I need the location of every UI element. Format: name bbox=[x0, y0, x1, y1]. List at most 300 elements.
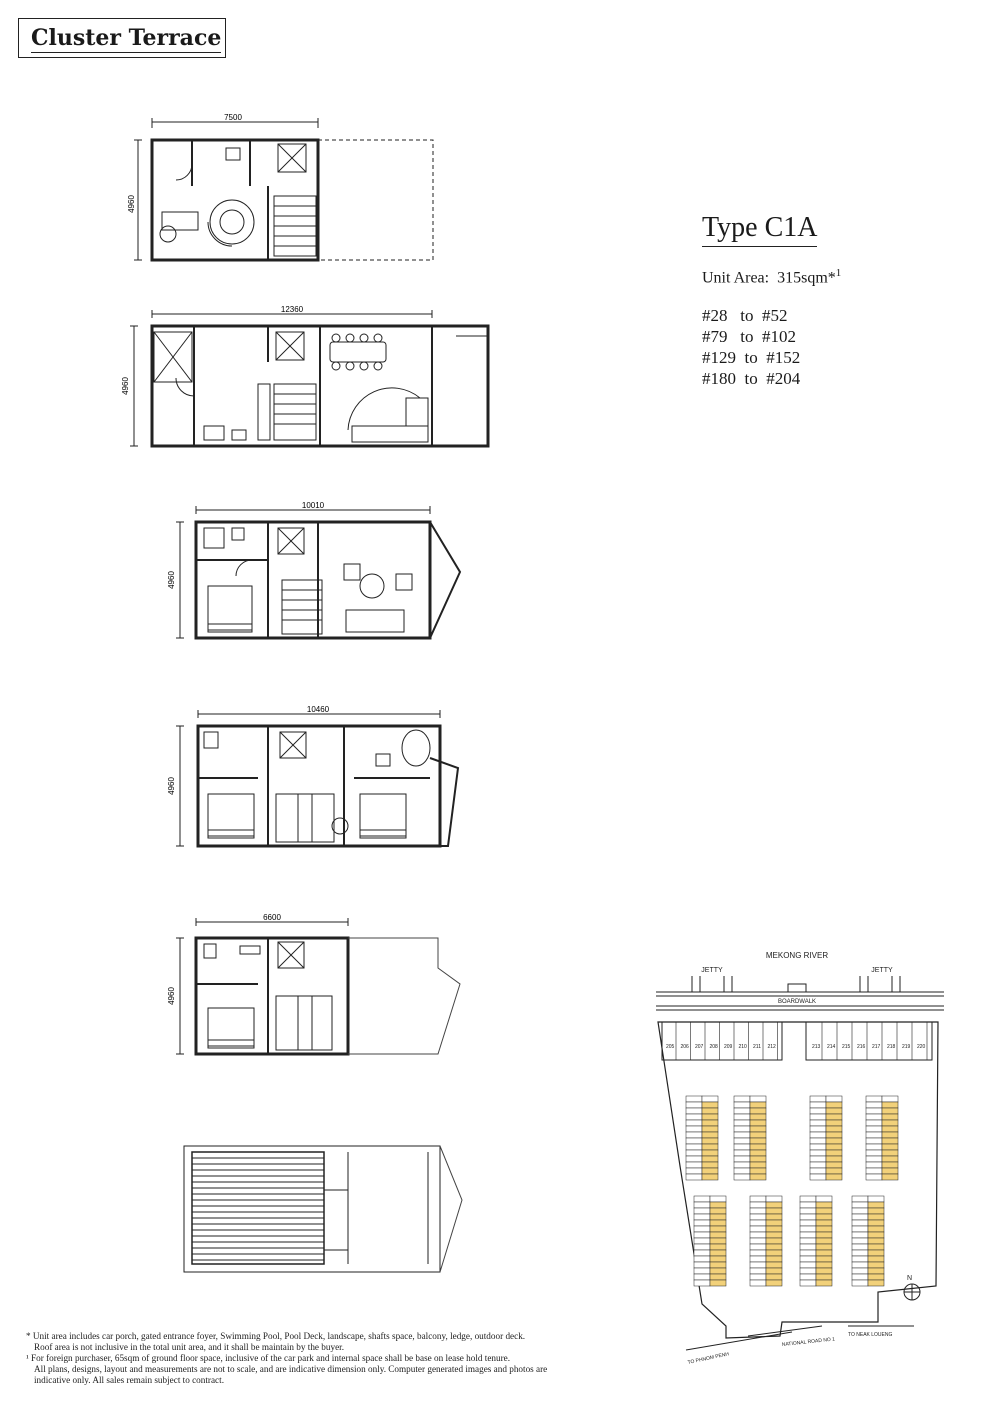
site-lot-cell-highlight bbox=[826, 1168, 842, 1174]
unit-range-row bbox=[702, 326, 962, 347]
site-lot-cell bbox=[810, 1168, 826, 1174]
site-lot-cell-highlight bbox=[816, 1196, 832, 1202]
unit-range-row bbox=[702, 368, 962, 389]
unit-range-to: #102 bbox=[761, 327, 796, 347]
site-lot-cell-highlight bbox=[816, 1238, 832, 1244]
site-lot-cell-highlight bbox=[882, 1174, 898, 1180]
site-lot-cell bbox=[852, 1262, 868, 1268]
site-lot-cell-highlight bbox=[816, 1232, 832, 1238]
site-lot-cell-highlight bbox=[710, 1232, 726, 1238]
site-lot-cell bbox=[866, 1102, 882, 1108]
site-lot-cell bbox=[750, 1280, 766, 1286]
site-lot-cell-highlight bbox=[702, 1144, 718, 1150]
site-lot-cell bbox=[750, 1238, 766, 1244]
site-lot-cell-highlight bbox=[826, 1150, 842, 1156]
unit-area-value: 315sqm* bbox=[777, 269, 836, 287]
site-lot-cell-highlight bbox=[750, 1156, 766, 1162]
site-lot-cell-highlight bbox=[710, 1274, 726, 1280]
unit-range-sep: to bbox=[740, 327, 754, 347]
site-lot-cell bbox=[734, 1138, 750, 1144]
site-lot-cell-highlight bbox=[766, 1280, 782, 1286]
plan1-width-dim: 7500 bbox=[224, 113, 242, 122]
site-lot-cell bbox=[866, 1150, 882, 1156]
site-lot-cell bbox=[750, 1262, 766, 1268]
site-lot-cell-highlight bbox=[750, 1168, 766, 1174]
site-lot-cell bbox=[800, 1244, 816, 1250]
site-lot-cell bbox=[810, 1120, 826, 1126]
site-lot-cell bbox=[694, 1226, 710, 1232]
site-lot-cell bbox=[694, 1262, 710, 1268]
site-lot-cell bbox=[750, 1220, 766, 1226]
site-lot-cell-highlight bbox=[816, 1220, 832, 1226]
site-lot-cell bbox=[734, 1174, 750, 1180]
site-lot-cell-highlight bbox=[882, 1126, 898, 1132]
site-lot-cell bbox=[852, 1280, 868, 1286]
site-lot-cell-highlight bbox=[702, 1108, 718, 1114]
site-unit-blocks bbox=[686, 1096, 898, 1286]
site-lot-cell-highlight bbox=[816, 1226, 832, 1232]
site-lot-cell-highlight bbox=[882, 1096, 898, 1102]
site-lot-label: 205 bbox=[666, 1044, 675, 1050]
site-lot-cell-highlight bbox=[868, 1262, 884, 1268]
site-lot-cell bbox=[800, 1274, 816, 1280]
site-lot-cell-highlight bbox=[826, 1096, 842, 1102]
site-lot-cell-highlight bbox=[750, 1102, 766, 1108]
plan3-width-dim: 10010 bbox=[301, 501, 325, 510]
site-lot-cell-highlight bbox=[766, 1214, 782, 1220]
plan5-width-dim: 6600 bbox=[263, 913, 281, 922]
site-lot-cell-highlight bbox=[710, 1238, 726, 1244]
site-lot-cell-highlight bbox=[868, 1268, 884, 1274]
site-lot-cell-highlight bbox=[710, 1208, 726, 1214]
site-north-label: N bbox=[907, 1275, 913, 1282]
site-lot-cell bbox=[694, 1232, 710, 1238]
unit-type-panel bbox=[702, 212, 962, 389]
site-lot-cell bbox=[810, 1132, 826, 1138]
site-lot-cell-highlight bbox=[816, 1208, 832, 1214]
site-lot-cell bbox=[734, 1102, 750, 1108]
site-lot-cell bbox=[686, 1150, 702, 1156]
site-lot-cell bbox=[852, 1274, 868, 1280]
site-lot-cell bbox=[810, 1114, 826, 1120]
site-lot-cell-highlight bbox=[750, 1144, 766, 1150]
site-lot-cell-highlight bbox=[868, 1256, 884, 1262]
site-lot-cell-highlight bbox=[710, 1196, 726, 1202]
site-lot-cell bbox=[866, 1126, 882, 1132]
site-lot-cell bbox=[694, 1238, 710, 1244]
site-lot-cell-highlight bbox=[816, 1250, 832, 1256]
site-lot-cell-highlight bbox=[702, 1174, 718, 1180]
floor-plan-1 bbox=[128, 112, 448, 272]
site-lot-cell-highlight bbox=[702, 1120, 718, 1126]
site-lot-cell bbox=[686, 1102, 702, 1108]
site-lot-cell bbox=[694, 1274, 710, 1280]
unit-range-to: #152 bbox=[766, 348, 801, 368]
site-lot-cell-highlight bbox=[702, 1096, 718, 1102]
site-lot-cell-highlight bbox=[868, 1214, 884, 1220]
site-lot-label: 215 bbox=[842, 1044, 851, 1050]
site-lot-cell-highlight bbox=[750, 1108, 766, 1114]
site-lot-cell bbox=[800, 1250, 816, 1256]
site-lot-cell bbox=[810, 1150, 826, 1156]
unit-range-to: #52 bbox=[761, 306, 788, 326]
site-lot-cell-highlight bbox=[826, 1156, 842, 1162]
unit-range-to: #204 bbox=[766, 369, 801, 389]
site-lot-cell-highlight bbox=[750, 1162, 766, 1168]
site-lot-cell-highlight bbox=[826, 1174, 842, 1180]
site-lot-label: 210 bbox=[738, 1044, 747, 1050]
site-lot-cell bbox=[852, 1238, 868, 1244]
site-lot-cell-highlight bbox=[882, 1150, 898, 1156]
site-lot-cell-highlight bbox=[710, 1256, 726, 1262]
site-lot-cell bbox=[866, 1132, 882, 1138]
unit-range-sep: to bbox=[744, 369, 758, 389]
site-lot-cell-highlight bbox=[766, 1232, 782, 1238]
site-lot-cell bbox=[750, 1250, 766, 1256]
site-lot-cell-highlight bbox=[750, 1126, 766, 1132]
site-lot-cell-highlight bbox=[750, 1132, 766, 1138]
site-lot-label: 218 bbox=[887, 1044, 896, 1050]
site-lot-cell bbox=[750, 1208, 766, 1214]
site-lot-cell bbox=[734, 1168, 750, 1174]
site-lot-cell-highlight bbox=[826, 1138, 842, 1144]
site-lot-cell bbox=[810, 1138, 826, 1144]
site-lot-cell-highlight bbox=[766, 1208, 782, 1214]
site-lot-cell bbox=[750, 1256, 766, 1262]
plan4-width-dim: 10460 bbox=[306, 705, 330, 714]
site-lot-cell-highlight bbox=[882, 1120, 898, 1126]
site-lot-cell-highlight bbox=[868, 1196, 884, 1202]
site-jetty-left: JETTY bbox=[701, 967, 723, 974]
site-lot-cell bbox=[686, 1144, 702, 1150]
site-lot-cell-highlight bbox=[826, 1102, 842, 1108]
unit-range-from: #180 bbox=[702, 369, 736, 389]
site-road-left: TO PHNOM PENH bbox=[687, 1351, 730, 1366]
site-lot-cell bbox=[750, 1202, 766, 1208]
site-lot-cell bbox=[734, 1132, 750, 1138]
site-lot-cell bbox=[750, 1196, 766, 1202]
site-lot-cell-highlight bbox=[710, 1220, 726, 1226]
site-lot-cell bbox=[694, 1220, 710, 1226]
site-lot-cell bbox=[810, 1174, 826, 1180]
site-lot-cell-highlight bbox=[766, 1262, 782, 1268]
site-lot-cell bbox=[734, 1120, 750, 1126]
site-lot-cell bbox=[750, 1268, 766, 1274]
site-lot-cell-highlight bbox=[766, 1202, 782, 1208]
site-lot-cell bbox=[800, 1256, 816, 1262]
site-lot-cell bbox=[852, 1220, 868, 1226]
site-lot-cell-highlight bbox=[882, 1132, 898, 1138]
site-lot-cell-highlight bbox=[882, 1144, 898, 1150]
site-lot-cell-highlight bbox=[816, 1280, 832, 1286]
site-lot-cell-highlight bbox=[750, 1114, 766, 1120]
site-lot-cell-highlight bbox=[766, 1250, 782, 1256]
site-lot-cell-highlight bbox=[868, 1280, 884, 1286]
site-lot-cell bbox=[852, 1226, 868, 1232]
site-lot-cell bbox=[810, 1144, 826, 1150]
site-lot-cell bbox=[734, 1156, 750, 1162]
site-lot-cell bbox=[866, 1108, 882, 1114]
plan5-depth-dim: 4960 bbox=[167, 987, 176, 1005]
site-lot-cell-highlight bbox=[710, 1226, 726, 1232]
site-lot-cell bbox=[750, 1244, 766, 1250]
site-lot-cell-highlight bbox=[826, 1144, 842, 1150]
floor-plan-4 bbox=[168, 702, 478, 852]
site-lot-label: 219 bbox=[902, 1044, 911, 1050]
floor-plan-3 bbox=[168, 498, 478, 648]
site-lot-cell-highlight bbox=[750, 1120, 766, 1126]
plan4-depth-dim: 4960 bbox=[167, 777, 176, 795]
site-lot-cell bbox=[686, 1108, 702, 1114]
site-lot-cell bbox=[686, 1156, 702, 1162]
site-lot-cell bbox=[694, 1214, 710, 1220]
site-lot-cell bbox=[694, 1244, 710, 1250]
site-lot-cell-highlight bbox=[826, 1120, 842, 1126]
site-lot-cell bbox=[852, 1202, 868, 1208]
site-lot-cell bbox=[800, 1280, 816, 1286]
site-lot-cell-highlight bbox=[868, 1274, 884, 1280]
site-lot-cell bbox=[686, 1096, 702, 1102]
site-lot-cell bbox=[750, 1274, 766, 1280]
site-lot-cell-highlight bbox=[710, 1262, 726, 1268]
site-lot-cell-highlight bbox=[868, 1220, 884, 1226]
site-lot-cell-highlight bbox=[882, 1168, 898, 1174]
site-boardwalk-label: BOARDWALK bbox=[777, 999, 817, 1005]
site-lot-cell-highlight bbox=[816, 1262, 832, 1268]
unit-range-list bbox=[702, 305, 962, 389]
site-lot-cell-highlight bbox=[826, 1162, 842, 1168]
site-lot-cell-highlight bbox=[710, 1280, 726, 1286]
site-lot-cell bbox=[750, 1214, 766, 1220]
site-lot-cell-highlight bbox=[882, 1114, 898, 1120]
site-lot-cell bbox=[694, 1268, 710, 1274]
site-lot-cell bbox=[866, 1162, 882, 1168]
site-lot-cell-highlight bbox=[702, 1102, 718, 1108]
site-lot-cell bbox=[694, 1208, 710, 1214]
site-lot-label: 209 bbox=[724, 1044, 733, 1050]
site-lot-cell-highlight bbox=[750, 1150, 766, 1156]
footnote-1: * Unit area includes car porch, gated entrance foyer, Swimming Pool, Pool Deck, landscape, shafts space, balcony, ledge, outdoor deck. bbox=[26, 1331, 526, 1341]
site-lot-cell bbox=[686, 1138, 702, 1144]
footnote-2: Roof area is not inclusive in the total unit area, and it shall be maintain by the buyer. bbox=[34, 1342, 344, 1352]
site-lot-cell bbox=[734, 1144, 750, 1150]
unit-range-from: #129 bbox=[702, 348, 736, 368]
site-lot-cell bbox=[866, 1168, 882, 1174]
unit-range-sep: to bbox=[740, 306, 754, 326]
site-lot-cell-highlight bbox=[766, 1196, 782, 1202]
site-lot-cell-highlight bbox=[766, 1268, 782, 1274]
site-lot-label: 208 bbox=[709, 1044, 718, 1050]
site-lot-label: 220 bbox=[917, 1044, 926, 1050]
plan2-depth-dim: 4960 bbox=[121, 377, 130, 395]
footnote-4: All plans, designs, layout and measurements are not to scale, and are indicative dimension only. Computer generated images and photos are bbox=[34, 1364, 548, 1374]
site-river-label: MEKONG RIVER bbox=[765, 951, 829, 960]
site-top-row-left bbox=[666, 1022, 778, 1060]
site-lot-cell bbox=[866, 1156, 882, 1162]
site-lot-cell bbox=[734, 1096, 750, 1102]
site-lot-cell bbox=[852, 1244, 868, 1250]
site-lot-cell bbox=[810, 1156, 826, 1162]
site-lot-cell bbox=[734, 1150, 750, 1156]
site-lot-cell bbox=[866, 1144, 882, 1150]
site-lot-label: 211 bbox=[753, 1044, 761, 1050]
site-lot-cell bbox=[866, 1120, 882, 1126]
site-lot-cell bbox=[810, 1096, 826, 1102]
site-lot-cell-highlight bbox=[826, 1114, 842, 1120]
site-lot-cell bbox=[852, 1232, 868, 1238]
site-lot-cell bbox=[694, 1280, 710, 1286]
unit-area bbox=[702, 267, 962, 287]
site-lot-cell bbox=[750, 1232, 766, 1238]
site-lot-cell-highlight bbox=[710, 1250, 726, 1256]
site-lot-cell-highlight bbox=[868, 1250, 884, 1256]
site-lot-cell bbox=[734, 1126, 750, 1132]
site-lot-cell-highlight bbox=[882, 1108, 898, 1114]
unit-range-row bbox=[702, 347, 962, 368]
site-lot-cell bbox=[734, 1162, 750, 1168]
site-lot-cell-highlight bbox=[816, 1274, 832, 1280]
site-lot-cell-highlight bbox=[766, 1256, 782, 1262]
site-lot-cell-highlight bbox=[816, 1202, 832, 1208]
site-lot-cell-highlight bbox=[710, 1214, 726, 1220]
site-lot-cell bbox=[694, 1202, 710, 1208]
site-lot-cell-highlight bbox=[702, 1126, 718, 1132]
site-lot-cell bbox=[686, 1168, 702, 1174]
site-lot-cell-highlight bbox=[826, 1108, 842, 1114]
site-lot-cell bbox=[810, 1126, 826, 1132]
site-lot-cell-highlight bbox=[868, 1226, 884, 1232]
page-title-box bbox=[18, 18, 226, 58]
site-lot-cell bbox=[800, 1262, 816, 1268]
site-lot-cell-highlight bbox=[750, 1174, 766, 1180]
site-lot-cell-highlight bbox=[868, 1202, 884, 1208]
site-lot-cell-highlight bbox=[766, 1244, 782, 1250]
site-lot-label: 206 bbox=[680, 1044, 689, 1050]
site-lot-cell bbox=[866, 1096, 882, 1102]
site-road-main: NATIONAL ROAD NO 1 bbox=[781, 1336, 836, 1348]
site-lot-cell bbox=[852, 1208, 868, 1214]
site-lot-cell-highlight bbox=[868, 1208, 884, 1214]
site-lot-cell bbox=[800, 1196, 816, 1202]
site-lot-cell bbox=[694, 1256, 710, 1262]
site-lot-cell bbox=[866, 1174, 882, 1180]
site-lot-cell bbox=[810, 1102, 826, 1108]
site-lot-cell-highlight bbox=[702, 1150, 718, 1156]
site-lot-cell-highlight bbox=[766, 1274, 782, 1280]
site-lot-cell-highlight bbox=[702, 1156, 718, 1162]
floor-plan-2 bbox=[120, 302, 500, 462]
site-lot-label: 216 bbox=[857, 1044, 866, 1050]
site-lot-cell-highlight bbox=[816, 1244, 832, 1250]
site-lot-cell-highlight bbox=[868, 1232, 884, 1238]
site-lot-cell bbox=[800, 1232, 816, 1238]
site-lot-cell bbox=[800, 1202, 816, 1208]
site-lot-label: 217 bbox=[872, 1044, 881, 1050]
site-lot-cell-highlight bbox=[826, 1126, 842, 1132]
site-lot-cell-highlight bbox=[816, 1214, 832, 1220]
site-lot-cell bbox=[852, 1250, 868, 1256]
site-lot-cell bbox=[866, 1114, 882, 1120]
floor-plan-5 bbox=[168, 904, 478, 1064]
site-lot-cell-highlight bbox=[710, 1244, 726, 1250]
site-lot-cell bbox=[800, 1220, 816, 1226]
site-lot-cell bbox=[800, 1268, 816, 1274]
site-lot-cell-highlight bbox=[766, 1238, 782, 1244]
site-lot-cell-highlight bbox=[766, 1226, 782, 1232]
site-lot-cell-highlight bbox=[882, 1156, 898, 1162]
plan3-depth-dim: 4960 bbox=[167, 571, 176, 589]
plan1-depth-dim: 4960 bbox=[127, 195, 136, 213]
footnotes bbox=[26, 1331, 636, 1386]
unit-range-sep: to bbox=[744, 348, 758, 368]
unit-range-row bbox=[702, 305, 962, 326]
site-lot-cell-highlight bbox=[826, 1132, 842, 1138]
unit-area-note-marker: 1 bbox=[835, 267, 842, 279]
site-lot-cell-highlight bbox=[702, 1132, 718, 1138]
plan2-width-dim: 12360 bbox=[280, 305, 304, 314]
site-lot-cell bbox=[686, 1132, 702, 1138]
site-lot-cell-highlight bbox=[766, 1220, 782, 1226]
floor-plan-roof bbox=[178, 1140, 478, 1280]
site-lot-cell bbox=[852, 1214, 868, 1220]
site-plan bbox=[652, 946, 952, 1386]
site-road-right: TO NEAK LOUENG bbox=[848, 1332, 893, 1338]
unit-range-from: #28 bbox=[702, 306, 728, 326]
site-lot-cell-highlight bbox=[710, 1268, 726, 1274]
site-lot-cell bbox=[800, 1208, 816, 1214]
site-lot-cell-highlight bbox=[816, 1256, 832, 1262]
site-lot-cell-highlight bbox=[750, 1096, 766, 1102]
site-lot-cell-highlight bbox=[710, 1202, 726, 1208]
site-lot-cell bbox=[686, 1162, 702, 1168]
site-lot-cell-highlight bbox=[882, 1162, 898, 1168]
page-title: Cluster Terrace bbox=[31, 25, 222, 51]
site-lot-label: 212 bbox=[767, 1044, 776, 1050]
site-lot-label: 213 bbox=[812, 1044, 821, 1050]
site-lot-cell bbox=[686, 1114, 702, 1120]
site-lot-cell bbox=[800, 1226, 816, 1232]
site-lot-cell bbox=[852, 1256, 868, 1262]
site-lot-cell bbox=[852, 1196, 868, 1202]
site-lot-cell-highlight bbox=[750, 1138, 766, 1144]
site-lot-cell-highlight bbox=[882, 1138, 898, 1144]
site-lot-cell bbox=[734, 1114, 750, 1120]
site-lot-cell-highlight bbox=[702, 1114, 718, 1120]
site-lot-cell bbox=[750, 1226, 766, 1232]
site-lot-cell bbox=[866, 1138, 882, 1144]
site-lot-cell bbox=[694, 1250, 710, 1256]
site-lot-cell-highlight bbox=[882, 1102, 898, 1108]
site-lot-cell-highlight bbox=[702, 1162, 718, 1168]
footnote-3: ¹ For foreign purchaser, 65sqm of ground floor space, inclusive of the car park and internal space shall be base on lease hold tenure. bbox=[26, 1353, 511, 1363]
site-lot-cell-highlight bbox=[702, 1168, 718, 1174]
site-lot-cell bbox=[800, 1214, 816, 1220]
footnote-5: indicative only. All sales remain subject to contract. bbox=[34, 1375, 224, 1385]
site-lot-cell bbox=[694, 1196, 710, 1202]
site-lot-cell-highlight bbox=[868, 1244, 884, 1250]
site-lot-cell bbox=[810, 1108, 826, 1114]
site-lot-cell bbox=[686, 1174, 702, 1180]
site-lot-cell-highlight bbox=[868, 1238, 884, 1244]
unit-area-label: Unit Area: bbox=[702, 269, 770, 287]
site-top-row-right bbox=[812, 1022, 927, 1060]
site-lot-cell bbox=[800, 1238, 816, 1244]
site-lot-cell bbox=[734, 1108, 750, 1114]
site-lot-cell bbox=[810, 1162, 826, 1168]
site-lot-cell-highlight bbox=[816, 1268, 832, 1274]
site-lot-label: 207 bbox=[695, 1044, 704, 1050]
site-jetty-right: JETTY bbox=[871, 967, 893, 974]
